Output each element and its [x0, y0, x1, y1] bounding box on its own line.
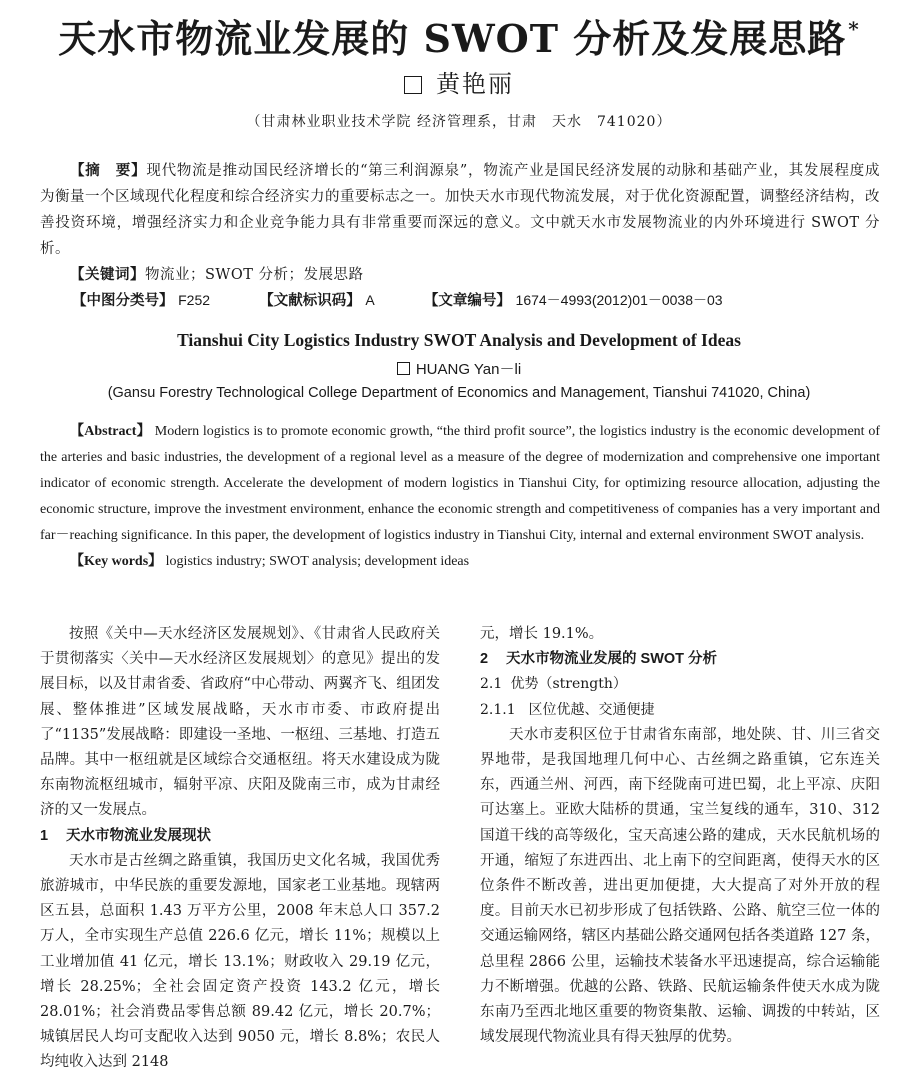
author-cn: [0, 64, 918, 99]
article-no-value: 1674－4993(2012)01－0038－03: [515, 292, 723, 308]
section-1-paragraph: 天水市是古丝绸之路重镇，我国历史文化名城，我国优秀旅游城市，中华民族的重要发源地，国家老工业基地。现辖两区五县，总面积 1.43 万平方公里，2008 年末总人口 357.2 万人，全市实现生产总值 226.6 亿元，增长 11%；规模以上工业增加值 41 亿元，增长 13.1%；财政收入 29.19 亿元，增长 28.25%；全社会固定资产投资 143.2 亿元，增长 28.01%；社会消费品零售总额 89.42 亿元，增长 20.7%；城镇居民人均可支配收入达到 9050 元，增长 8.8%；农民人均纯收入达到 2148: [40, 852, 440, 1071]
clc-value: F252: [178, 292, 211, 308]
paper-title-cn: [0, 8, 918, 63]
subsection-2-1-1-paragraph: 天水市麦积区位于甘肃省东南部，地处陕、甘、川三省交界地带，是我国地理几何中心、古丝绸之路重镇，它东连关东，西通兰州、河西，南下经陇南可进巴蜀，北上平凉、庆阳可达塞上。亚欧大陆桥的贯通，宝兰复线的通车，310、312 国道干线的高等级化，宝天高速公路的建成，天水民航机场的开通，缩短了东进西出、北上南下的空间距离，使得天水的区位条件不断改善，进出更加便捷，大大提高了对外开放的程度。目前天水已初步形成了包括铁路、公路、航空三位一体的交通运输网络，辖区内基础公路交通网包括各类道路 127 条，总里程 2866 公里，运输技术装备水平迅速提高，综合运输能力不断增强。优越的公路、铁路、民航运输条件使天水成为陇东南乃至西北地区重要的物资集散、运输、调拨的中转站，区域发展现代物流业具有得天独厚的优势。: [480, 726, 880, 1046]
abstract-cn-paragraph: [40, 158, 880, 262]
subsection-2-1-number: 2.1: [480, 676, 503, 693]
body-column-left: [40, 622, 440, 1076]
keywords-cn-label: 【关键词】: [70, 266, 145, 283]
paper-title-en: Tianshui City Logistics Industry SWOT Analysis and Development of Ideas: [177, 330, 741, 350]
keywords-en: [40, 549, 880, 575]
keywords-en-text: logistics industry; SWOT analysis; development ideas: [165, 554, 470, 569]
subsection-2-1-1-number: 2.1.1: [480, 701, 516, 718]
abstract-cn-text: 现代物流是推动国民经济增长的“第三利润源泉”，物流产业是国民经济发展的动脉和基础产业，其发展程度成为衡量一个区域现代化程度和综合经济实力的重要标志之一。加快天水市现代物流发展，对于优化资源配置，调整经济结构，改善投资环境，增强经济实力和企业竞争能力具有非常重要而深远的意义。文中就天水市发展物流业的内外环境进行 SWOT 分析。: [40, 163, 881, 257]
section-1-heading: [40, 824, 440, 849]
classification-line: [72, 289, 892, 310]
author-cn-name: 黄艳丽: [436, 70, 514, 98]
abstract-en-paragraph: [40, 419, 880, 549]
subsection-2-1-1-heading: [480, 698, 880, 723]
intro-paragraph: 按照《关中—天水经济区发展规划》、《甘肃省人民政府关于贯彻落实〈关中—天水经济区发展规划〉的意见》提出的发展目标，以及甘肃省委、省政府“中心带动、两翼齐飞、组团发展、整体推进”区域发展战略，天水市市委、市政府提出了“1135”发展战略：即建设一圣地、一枢纽、三基地、打造五品牌。其中一枢纽就是区域综合交通枢纽。将天水建设成为陇东南物流枢纽城市，辐射平凉、庆阳及陇南三市，成为甘肃经济的又一发展点。: [40, 626, 440, 819]
affiliation-cn: （甘肃林业职业技术学院 经济管理系，甘肃 天水 741020）: [246, 114, 672, 130]
keywords-cn: [40, 262, 880, 288]
abstract-en-label: 【Abstract】: [70, 424, 151, 439]
clc-label: 【中图分类号】: [72, 292, 174, 309]
affiliation-en: (Gansu Forestry Technological College Department of Economics and Management, Tianshui 741020, China): [107, 385, 811, 401]
abstract-cn-label: 【摘 要】: [70, 162, 147, 179]
section-2-heading: [480, 647, 880, 672]
doc-code-value: A: [365, 292, 375, 308]
continued-paragraph: 元，增长 19.1%。: [480, 626, 604, 642]
article-no-label: 【文章编号】: [423, 292, 511, 309]
author-en-name: HUANG Yan－li: [415, 361, 522, 378]
subsection-2-1-1-title: 区位优越、交通便捷: [528, 701, 655, 718]
title-cn-text: 天水市物流业发展的 SWOT 分析及发展思路: [58, 16, 847, 61]
square-icon: [397, 362, 410, 375]
author-en: [0, 358, 918, 379]
section-1-number: 1: [40, 827, 49, 844]
keywords-en-label: 【Key words】: [70, 554, 163, 569]
keywords-cn-text: 物流业；SWOT 分析；发展思路: [145, 267, 364, 283]
body-column-right: [480, 622, 880, 1050]
section-2-number: 2: [480, 651, 489, 668]
abstract-en-text: Modern logistics is to promote economic growth, “the third profit source”, the logistics industry is the economic development of the arteries and basic industries, the development of a regional level as a measure of the degree of modernization and comprehensive one important indicator of economic strength. Accelerate the development of modern logistics in Tianshui City, for optimizing resource allocation, adjusting the economic structure, improve the investment environment, enhance the economic strength and competitiveness of companies has a very important and far－reaching significance. In this paper, the development of logistics industry in Tianshui City, internal and external environment SWOT analysis.: [40, 424, 881, 543]
section-2-title: 天水市物流业发展的 SWOT 分析: [506, 651, 718, 668]
abstract-en: [40, 419, 880, 575]
title-footnote-mark: *: [848, 17, 860, 41]
subsection-2-1-heading: [480, 672, 880, 697]
square-icon: [404, 76, 422, 94]
subsection-2-1-title: 优势（strength）: [510, 676, 627, 693]
doc-code-label: 【文献标识码】: [259, 292, 361, 309]
abstract-cn: [40, 158, 880, 288]
section-1-title: 天水市物流业发展现状: [66, 827, 211, 844]
